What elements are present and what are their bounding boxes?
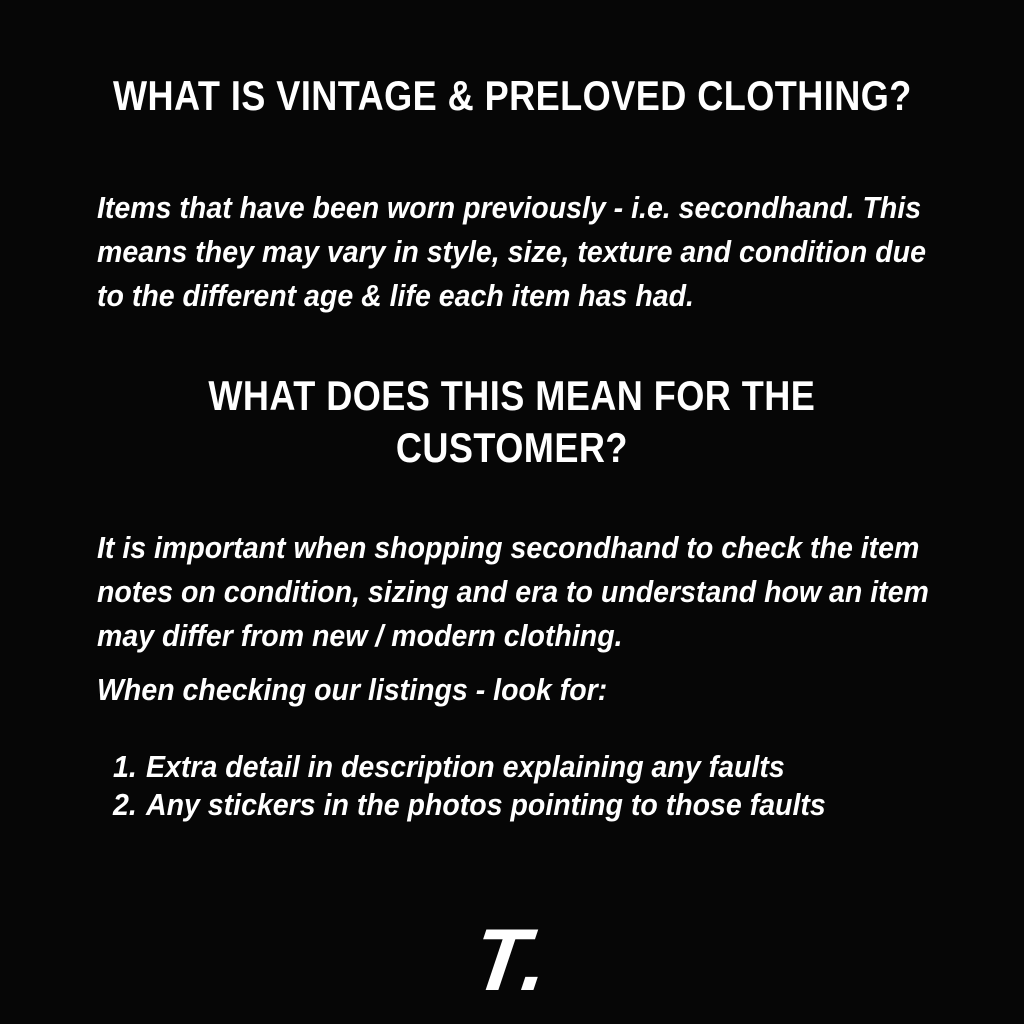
brand-t-logo-icon: T. xyxy=(467,910,557,1009)
listings-prompt xyxy=(97,668,652,712)
page-title-text: WHAT IS VINTAGE & PRELOVED CLOTHING? xyxy=(112,72,912,119)
customer-line xyxy=(97,570,1001,614)
customer-line-text: notes on condition, sizing and era to understand how an item xyxy=(97,574,929,609)
customer-line xyxy=(97,614,1001,658)
intro-line-text: to the different age & life each item has had. xyxy=(97,278,694,313)
checklist-item-number: 1. xyxy=(113,749,137,784)
checklist-item xyxy=(113,748,885,786)
checklist-item-text: Extra detail in description explaining any faults xyxy=(146,749,785,784)
listings-prompt-text: When checking our listings - look for: xyxy=(97,672,608,707)
intro-line xyxy=(97,274,998,318)
checklist-item-number: 2. xyxy=(113,787,137,822)
intro-line-text: Items that have been worn previously - i.e. secondhand. This xyxy=(97,190,922,225)
intro-line-text: means they may vary in style, size, texture and condition due xyxy=(97,234,926,269)
customer-line-text: may differ from new / modern clothing. xyxy=(97,618,623,653)
intro-paragraph xyxy=(97,186,998,318)
checklist xyxy=(113,748,885,824)
brand-logo-container xyxy=(0,910,1024,1009)
intro-line xyxy=(97,230,998,274)
checklist-item-text: Any stickers in the photos pointing to those faults xyxy=(146,787,826,822)
checklist-item xyxy=(113,786,885,824)
page-title xyxy=(0,74,1024,118)
section-heading-line: WHAT DOES THIS MEAN FOR THE xyxy=(208,372,816,419)
listings-prompt-line xyxy=(97,668,652,712)
intro-line xyxy=(97,186,998,230)
customer-paragraph xyxy=(97,526,1001,658)
customer-line-text: It is important when shopping secondhand to check the item xyxy=(97,530,920,565)
customer-line xyxy=(97,526,1001,570)
section-heading-customer xyxy=(0,370,1024,474)
section-heading-line: CUSTOMER? xyxy=(396,424,628,471)
